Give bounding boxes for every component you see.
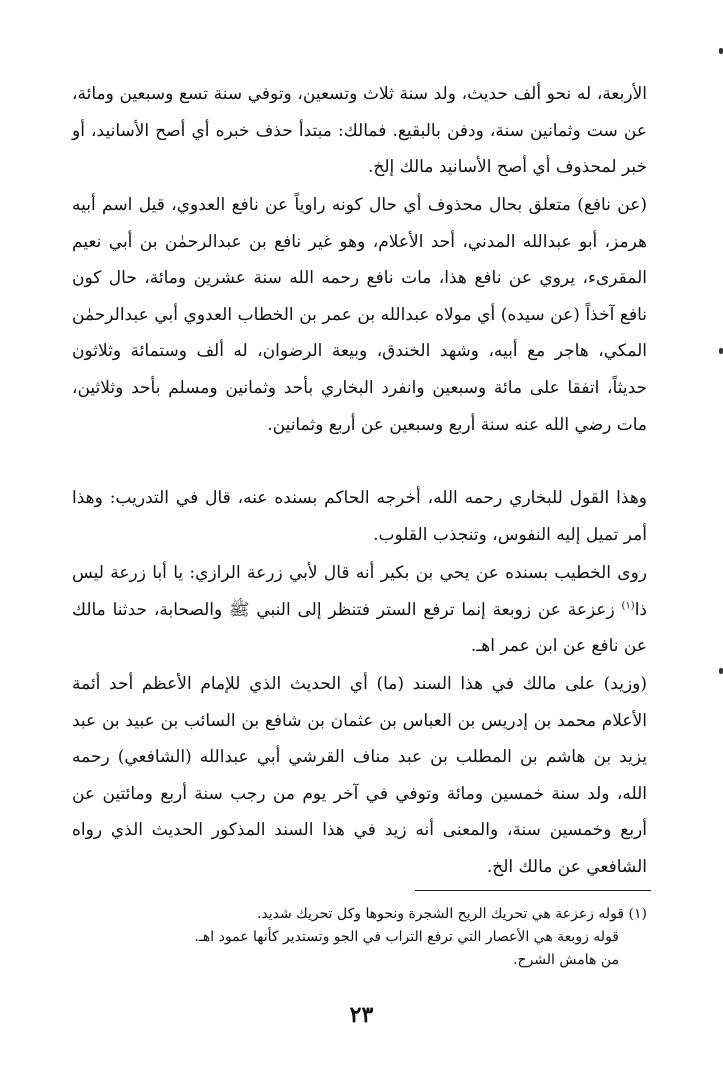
paragraph-4-after: زعزعة عن زوبعة إنما ترفع الستر فتنظر إلى النبي ﷺ والصحابة، حدثنا مالك عن نافع عن ابن عمر اهـ. bbox=[72, 599, 647, 657]
footnote-1-continuation: قوله زوبعة هي الأعصار التي ترفع التراب في الجو وتستدير كأنها عمود اهـ. bbox=[194, 929, 619, 945]
page-number: ٢٣ bbox=[349, 1002, 374, 1028]
margin-mark-middle bbox=[719, 348, 723, 354]
paragraph-2: (عن نافع) متعلق بحال محذوف أي حال كونه راوياً عن نافع العدوي، قيل اسم أبيه هرمز، أبو عبدالله المدني، أحد الأعلام، وهو غير نافع بن عبدالرحمٰن بن أبي نعيم المقرىء، يروي عن نافع هذا، مات نافع رحمه الله سنة عشرين ومائة، حال كون نافع آخذاً (عن سيده) أي مولاه عبدالله بن عمر بن الخطاب العدوي أبي عبدالرحمٰن المكي، هاجر مع أبيه، وشهد الخندق، وبيعة الرضوان، له ألف وستمائة وثلاثون حديثاً، اتفقا على مائة وسبعين وانفرد البخاري بأحد وثمانين ومسلم بأحد وثلاثين، مات رضي الله عنه سنة أربع وسبعين عن أربع وثمانين. bbox=[72, 195, 647, 435]
footnote-divider bbox=[415, 890, 651, 891]
footnotes bbox=[87, 903, 647, 972]
footnote-1-source: من هامش الشرح. bbox=[513, 952, 619, 968]
paragraph-4 bbox=[72, 555, 647, 665]
footnote-1: (١) قوله زعزعة هي تحريك الريح الشجرة ونحوها وكل تحريك شديد. bbox=[256, 906, 647, 922]
margin-mark-lower bbox=[719, 668, 723, 674]
footnote-marker[interactable]: (١) bbox=[621, 599, 635, 611]
paragraph-3: وهذا القول للبخاري رحمه الله، أخرجه الحاكم بسنده عنه، قال في التدريب: وهذا أمر تميل إليه النفوس، وتنجذب القلوب. bbox=[72, 488, 647, 545]
paragraph-1: الأربعة، له نحو ألف حديث، ولد سنة ثلاث وتسعين، وتوفي سنة تسع وسبعين ومائة، عن ست وثمانين سنة، ودفن بالبقيع. فمالك: مبتدأ حذف خبره أي أصح الأسانيد، أو خبر لمحذوف أي أصح الأسانيد مالك إلخ. bbox=[72, 84, 647, 178]
paragraph-4-before: روى الخطيب بسنده عن يحي بن بكير أنه قال لأبي زرعة الرازي: يا أبا زرعة ليس ذا bbox=[72, 563, 647, 620]
margin-mark-top bbox=[719, 48, 723, 54]
paragraph-5: (وزيد) على مالك في هذا السند (ما) أي الحديث الذي للإمام الأعظم أحد أئمة الأعلام محمد بن إدريس بن العباس بن عثمان بن شافع بن السائب بن عبيد بن عبد يزيد بن هاشم بن المطلب بن عبد مناف القرشي أبي عبدالله (الشافعي) رحمه الله، ولد سنة خمسين ومائة وتوفي في آخر يوم من رجب سنة أربع ومائتين عن أربع وخمسين سنة، والمعنى أنه زيد في هذا السند المذكور الحديث الذي رواه الشافعي عن مالك الخ. bbox=[72, 674, 647, 877]
